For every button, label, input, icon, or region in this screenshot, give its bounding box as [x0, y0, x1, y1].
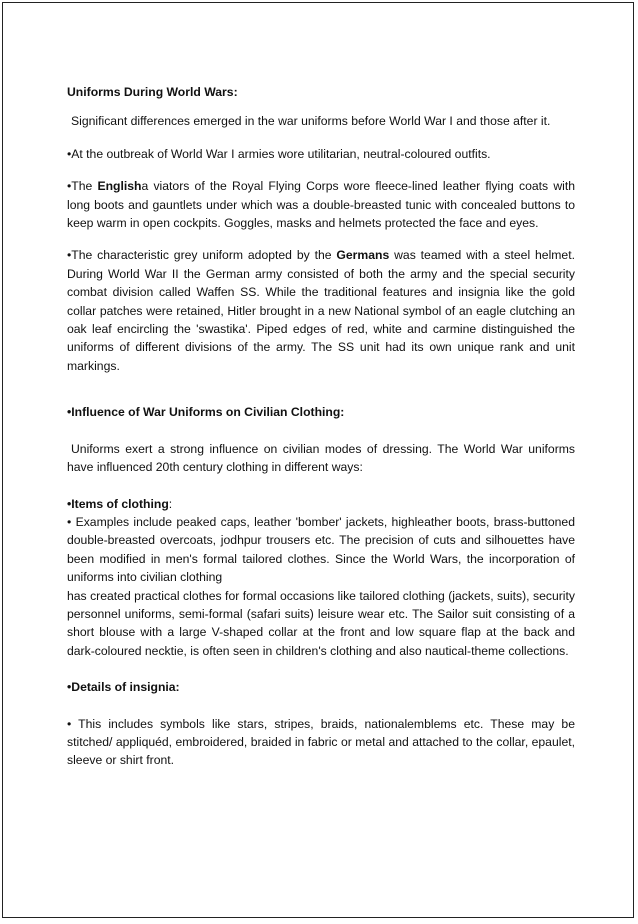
section-intro-paragraph: Significant differences emerged in the war uniforms before World War I and those after it.: [71, 114, 551, 129]
paragraph-text: •The: [67, 179, 98, 194]
bullet-paragraph-wwi-outfits: •At the outbreak of World War I armies wore utilitarian, neutral-coloured outfits.: [67, 146, 491, 161]
section-heading-uniforms-world-wars: Uniforms During World Wars:: [67, 85, 238, 99]
section-intro-paragraph-influence: Uniforms exert a strong influence on civilian modes of dressing. The World War uniforms have influenced 20th century clothing in different ways:: [67, 441, 575, 475]
bullet-paragraph-insignia-details: • This includes symbols like stars, stripes, braids, nationalemblems etc. These may be stitched/ appliquéd, embroidered, braided in fabric or metal and attached to the collar, epaulet, sleeve or shirt front.: [67, 716, 575, 768]
bold-term-english: English: [97, 179, 142, 194]
paragraph-text: •The characteristic grey uniform adopted by the: [67, 248, 337, 263]
paragraph-practical-clothes: has created practical clothes for formal occasions like tailored clothing (jackets, suits), security personnel uniforms, semi-formal (safari suits) leisure wear etc. The Sailor suit consisting of a short blouse with a large V-shaped collar at the front and low square flap at the back and dark-coloured necktie, is often seen in children's clothing and also nautical-theme collections.: [67, 588, 575, 658]
paragraph-text: a viators of the Royal Flying Corps wore fleece-lined leather flying coats with long boots and gauntlets under which was a double-breasted tunic with concealed buttons to keep warm in open cockpits. Goggles, masks and helmets protected the face and eyes.: [67, 179, 576, 231]
document-page: [2, 2, 634, 918]
paragraph-text: was teamed with a steel helmet. During World War II the German army consisted of both the army and the special security combat division called Waffen SS. While the traditional features and insignia like the gold collar patches were retained, Hitler brought in a new National symbol of an eagle clutching an oak leaf encircling the 'swastika'. Piped edges of red, white and carmine distinguished the uniforms of different divisions of the army. The SS unit had its own unique rank and unit markings.: [67, 248, 575, 373]
document-content: [67, 83, 575, 770]
subheading-details-of-insignia: •Details of insignia:: [67, 680, 180, 695]
bullet-paragraph-german-uniform: [67, 246, 575, 375]
subheading-items-label: •Items of clothing: [67, 496, 169, 511]
section-heading-influence: •Influence of War Uniforms on Civilian Clothing:: [67, 405, 345, 420]
subheading-colon: :: [168, 496, 173, 511]
bullet-paragraph-items-examples: • Examples include peaked caps, leather 'bomber' jackets, highleather boots, brass-buttoned double-breasted overcoats, jodhpur trousers etc. The precision of cuts and silhouettes have been modified in men's formal tailored clothes. Since the World Wars, the incorporation of uniforms into civilian clothing: [67, 514, 575, 585]
subheading-items-of-clothing: [67, 495, 575, 513]
bold-term-germans: Germans: [336, 248, 390, 263]
bullet-paragraph-english-aviators: [67, 177, 575, 232]
